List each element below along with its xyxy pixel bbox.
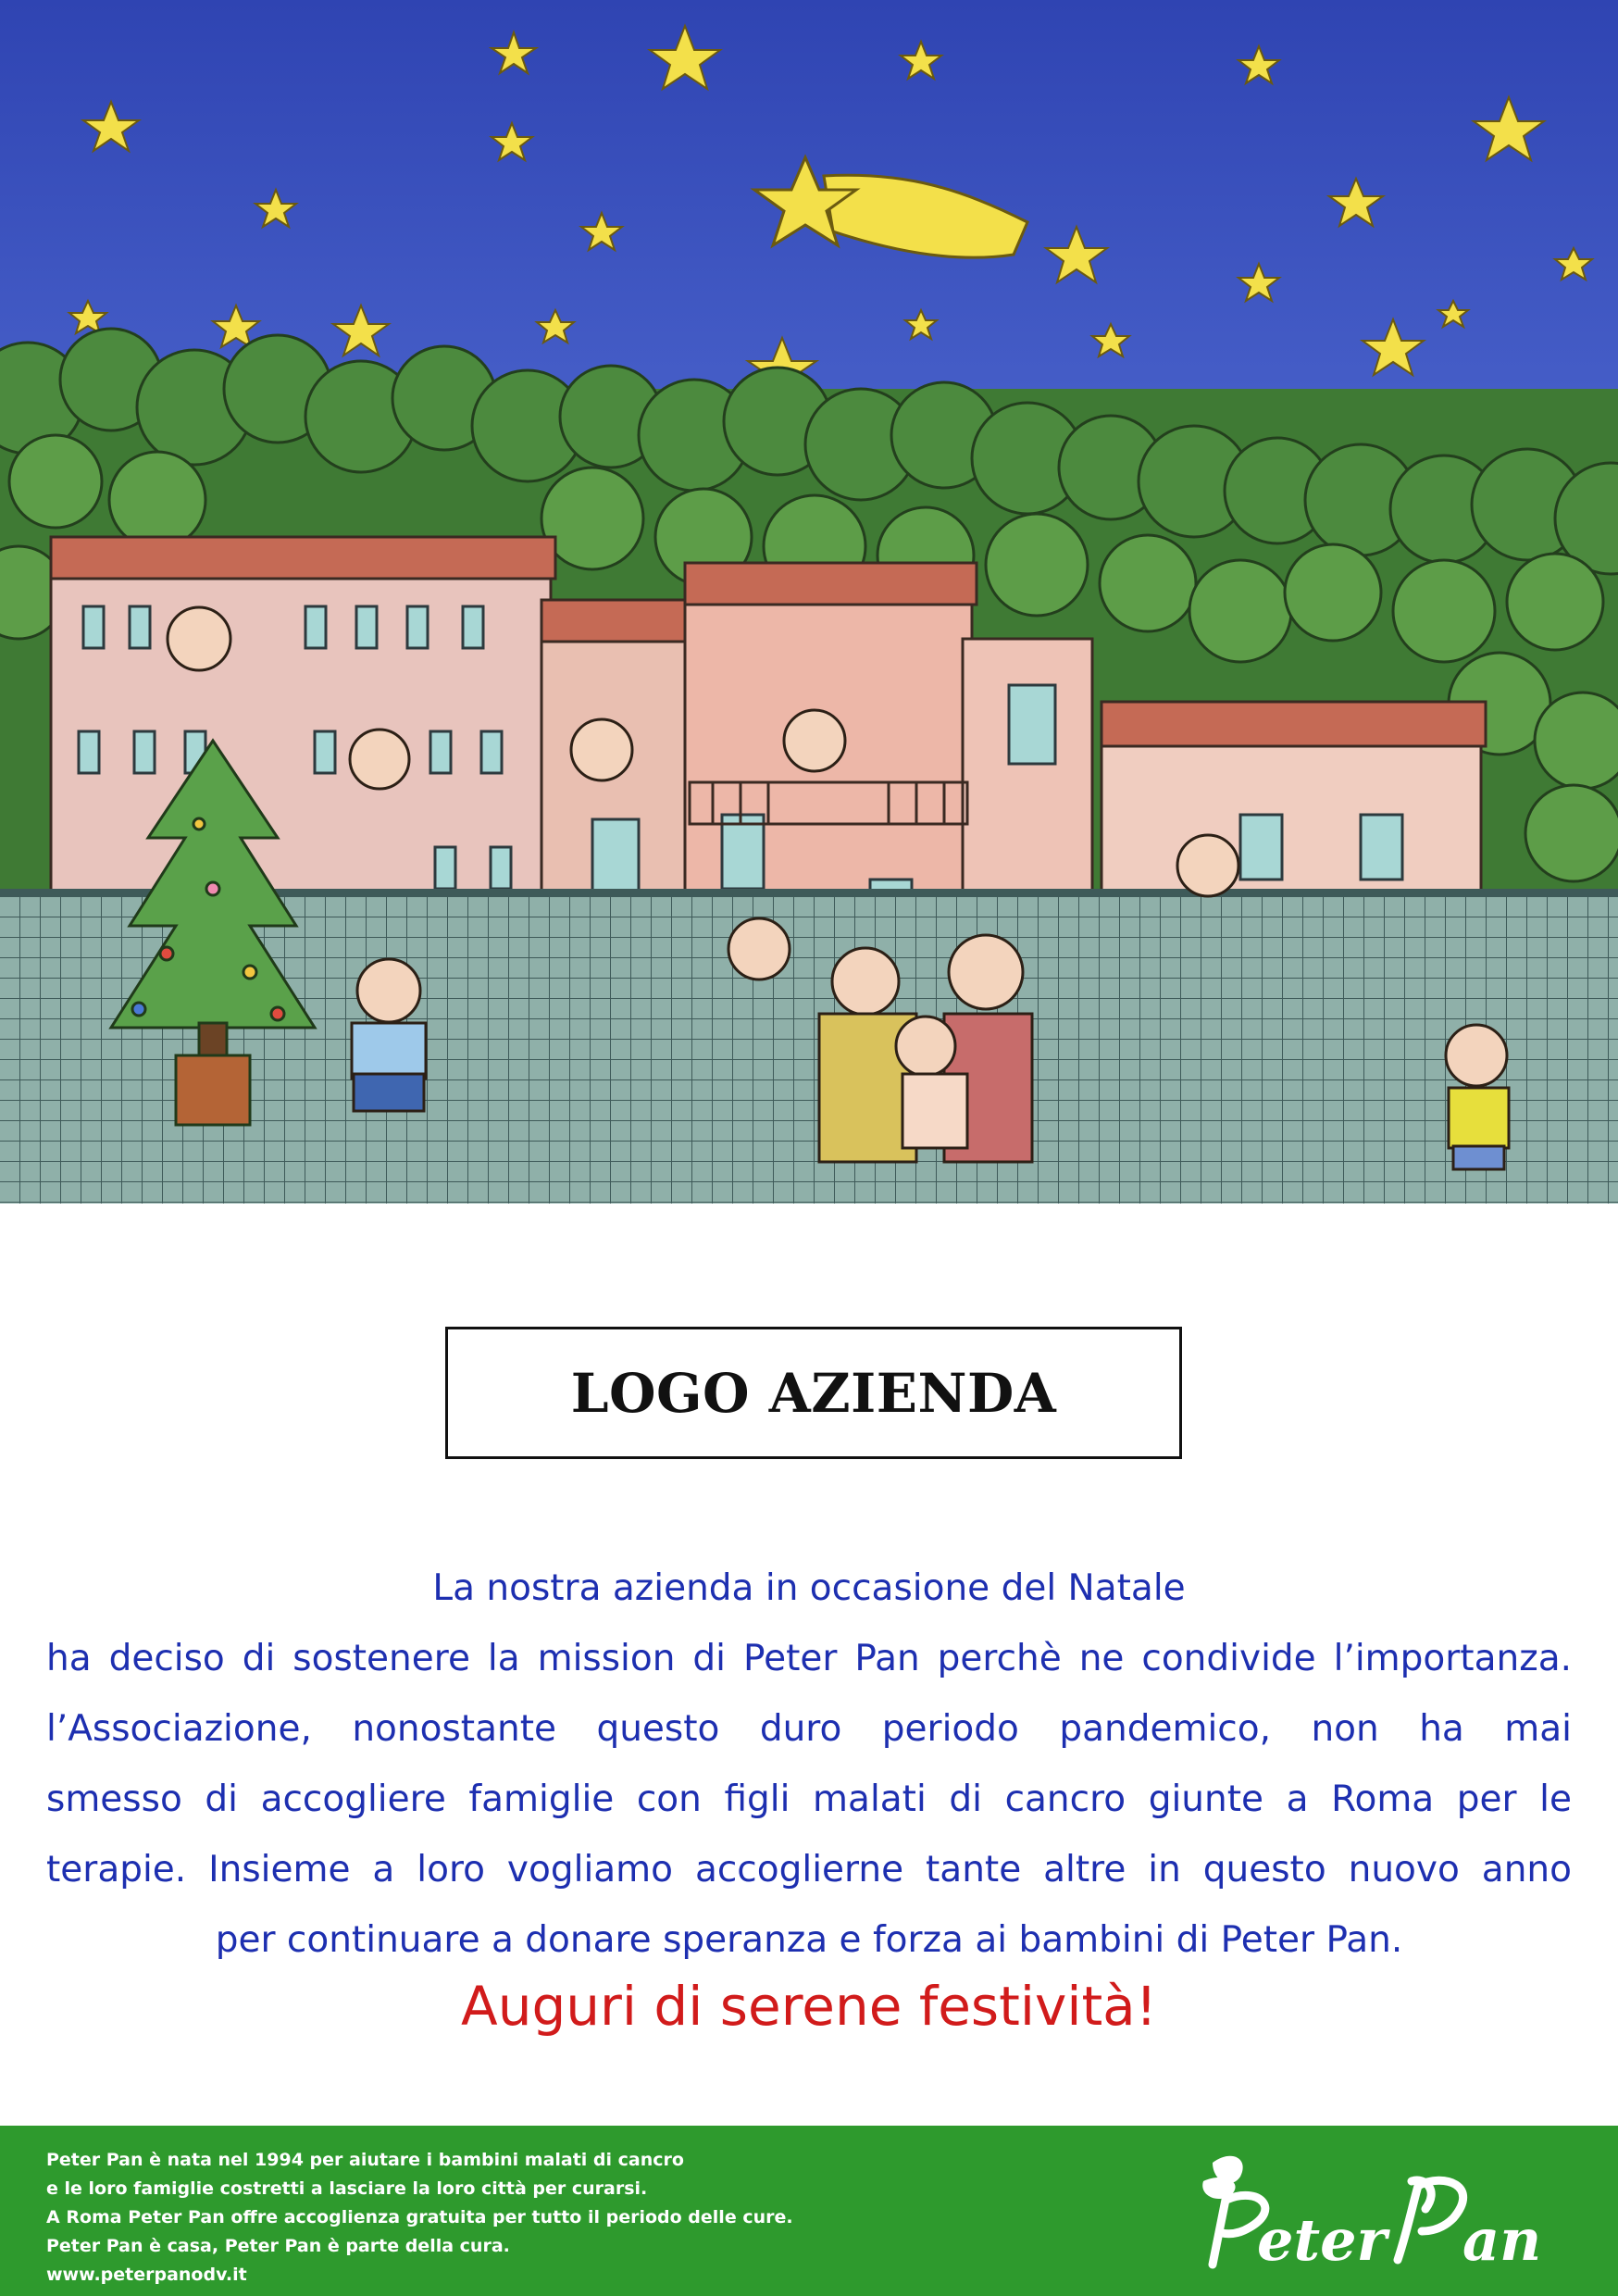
message-line: ha deciso di sostenere la mission di Peter Pan perchè ne condivide l’importanza. (46, 1638, 1572, 1679)
svg-text:an: an (1462, 2206, 1542, 2274)
footer-line: Peter Pan è casa, Peter Pan è parte della cura. (46, 2236, 510, 2256)
message-line: smesso di accogliere famiglie con figli malati di cancro giunte a Roma per le (46, 1778, 1572, 1820)
footer-description (46, 2146, 793, 2290)
message-line: l’Associazione, nonostante questo duro periodo pandemico, non ha mai (46, 1708, 1572, 1750)
company-logo-placeholder (445, 1327, 1182, 1459)
message-line: terapie. Insieme a loro vogliamo accoglierne tante altre in questo nuovo anno (46, 1849, 1572, 1890)
svg-text:eter: eter (1257, 2206, 1388, 2274)
holiday-greeting: Auguri di serene festività! (461, 1975, 1157, 2038)
message-text (46, 1554, 1572, 1976)
peter-pan-logo (1176, 2144, 1583, 2283)
message-line: per continuare a donare speranza e forza ai bambini di Peter Pan. (215, 1919, 1403, 1961)
footer-line: e le loro famiglie costretti a lasciare la loro città per curarsi. (46, 2178, 648, 2199)
footer-banner (0, 2126, 1618, 2296)
footer-line: A Roma Peter Pan offre accoglienza gratuita per tutto il periodo delle cure. (46, 2207, 793, 2227)
footer-line: Peter Pan è nata nel 1994 per aiutare i bambini malati di cancro (46, 2150, 684, 2170)
message-line: La nostra azienda in occasione del Natale (432, 1567, 1186, 1609)
footer-website-link[interactable]: www.peterpanodv.it (46, 2265, 247, 2285)
logo-placeholder-text: LOGO AZIENDA (570, 1361, 1057, 1425)
